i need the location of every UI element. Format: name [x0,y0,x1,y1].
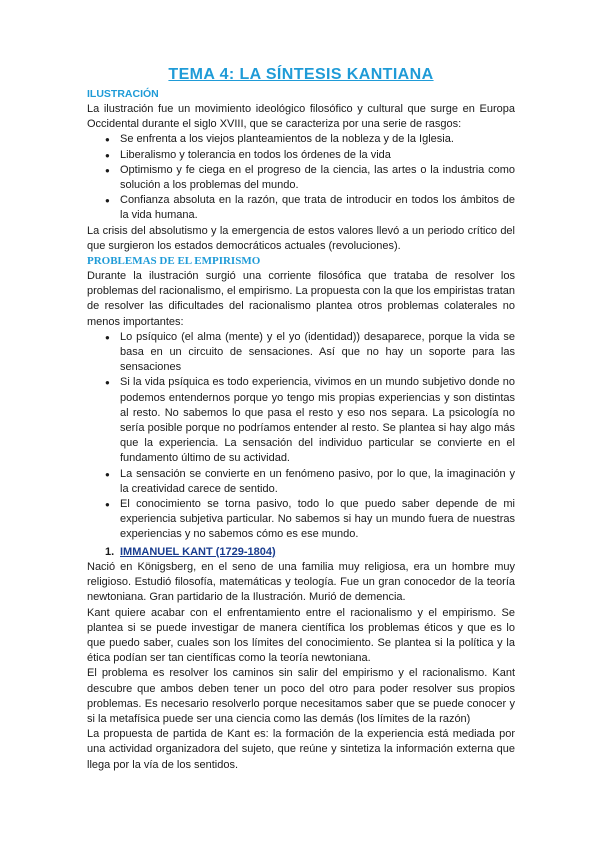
kant-paragraph: La propuesta de partida de Kant es: la formación de la experiencia está mediada por una actividad organizadora del sujeto, que reúne y sintetiza la información externa que llega por la vía de los sentidos. [87,728,515,771]
list-item: ● Se enfrenta a los viejos planteamientos de la nobleza y de la Iglesia. [120,132,515,147]
empirismo-bullet-list [87,330,515,543]
section-heading-kant-text: IMMANUEL KANT (1729-1804) [120,545,276,558]
section-heading-kant [105,545,515,560]
ilustracion-intro: La ilustración fue un movimiento ideológico filosófico y cultural que surge en Europa Occidental durante el siglo XVIII, que se caracteriza por una serie de rasgos: [87,103,515,131]
list-item: ● Optimismo y fe ciega en el progreso de la ciencia, las artes o la industria como solución a los problemas del mundo. [120,163,515,193]
list-item: ● Liberalismo y tolerancia en todos los órdenes de la vida [120,148,515,163]
ilustracion-bullet-list [87,132,515,223]
section-heading-empirismo: PROBLEMAS DE EL EMPIRISMO [87,255,261,268]
page-title: TEMA 4: LA SÍNTESIS KANTIANA [168,66,434,83]
list-item: ● El conocimiento se torna pasivo, todo lo que puedo saber depende de mi experiencia subjetiva particular. No sabemos si hay un mundo fuera de nuestras experiencias y no sabemos cómo es ese mundo. [120,497,515,543]
list-item: ● Lo psíquico (el alma (mente) y el yo (identidad)) desaparece, porque la vida se basa en un circuito de sensaciones. Así que no hay un soporte para las sensaciones [120,330,515,376]
list-item: ● Confianza absoluta en la razón, que trata de introducir en todos los ámbitos de la vida humana. [120,193,515,223]
kant-paragraph: El problema es resolver los caminos sin salir del empirismo y el racionalismo. Kant descubre que ambos deben tener un poco del otro para poder resolver sus propios problemas. Es necesario resolverlo porque necesitamos saber que se puede conocer y si la metafísica puede ser una ciencia como las demás (los límites de la razón) [87,667,515,725]
ilustracion-outro: La crisis del absolutismo y la emergencia de estos valores llevó a un periodo crítico del que surgieron los estados democráticos actuales (revoluciones). [87,224,515,252]
section-heading-ilustracion: ILUSTRACIÓN [87,88,159,100]
list-item: ● La sensación se convierte en un fenómeno pasivo, por lo que, la imaginación y la creatividad carece de sentido. [120,467,515,497]
list-item: ● Si la vida psíquica es todo experiencia, vivimos en un mundo subjetivo donde no podemos entendernos porque yo tengo mis propias experiencias y son distintas al resto. No sabemos lo que pasa el resto y eso nos separa. La psicología no sería posible porque no podríamos entender al resto. Se plantea si hay algo más que la experiencia. La sensación del individuo particular se convierte en el fundamento último de su actividad. [120,375,515,466]
kant-paragraph: Nació en Königsberg, en el seno de una familia muy religiosa, era un hombre muy religioso. Estudió filosofía, matemáticas y teología. Fue un gran conocedor de la teoría newtoniana. Gran partidario de la Ilustración. Murió de demencia. [87,560,515,604]
kant-paragraph: Kant quiere acabar con el enfrentamiento entre el racionalismo y el empirismo. Se plantea si se puede investigar de manera científica los problemas éticos y que es lo que puedo saber, cuales son los límites del conocimiento. Se plantea si la política y la ética podían ser tan científicas como la teoría newtoniana. [87,606,515,665]
section-number: 1. [105,545,115,558]
document-page [87,64,515,773]
empirismo-intro: Durante la ilustración surgió una corriente filosófica que trataba de resolver los problemas del racionalismo, el empirismo. La propuesta con la que los empiristas tratan de resolver las dificultades del racionalismo plantea otros problemas colaterales no menos importantes: [87,270,515,328]
